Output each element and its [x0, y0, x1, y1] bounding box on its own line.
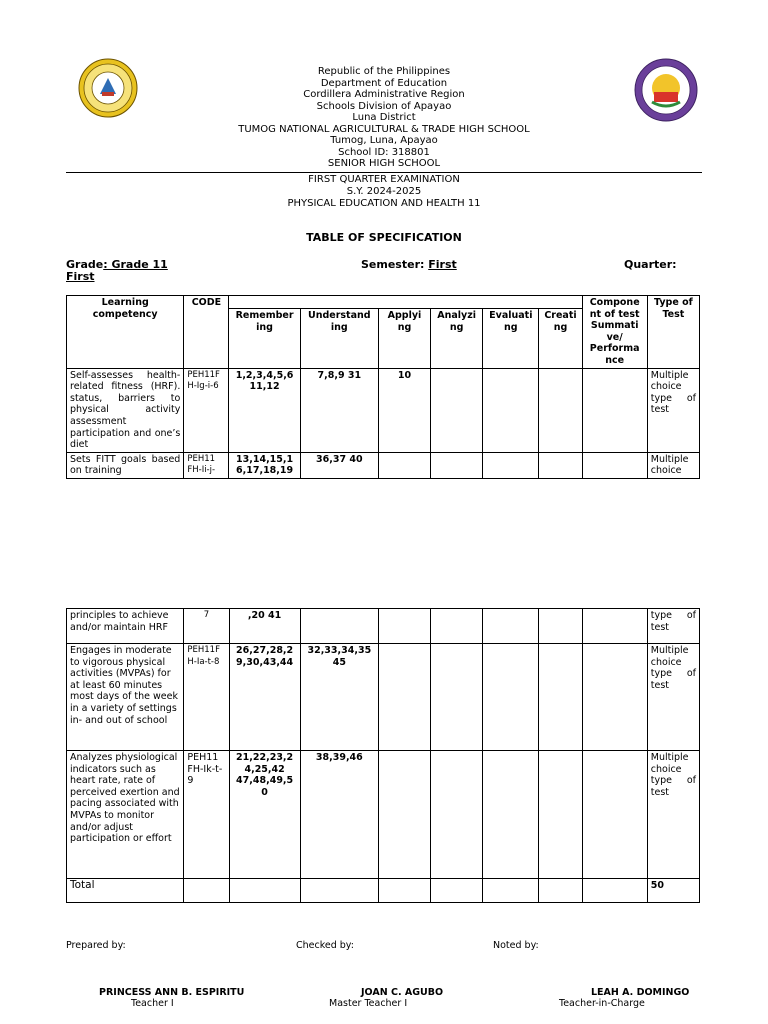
prepared-by-label: Prepared by: [66, 940, 126, 951]
header-creating: Creati ng [539, 309, 582, 368]
header-school-year: S.Y. 2024-2025 [346, 185, 422, 197]
header-department: Department of Education [320, 77, 448, 89]
cell-evaluating [483, 751, 539, 879]
semester-line [361, 258, 457, 271]
cell-evaluating [483, 452, 539, 478]
total-creating [539, 879, 582, 903]
header-region: Cordillera Administrative Region [303, 89, 465, 100]
cell-code: PEH11F H-Ia-t-8 [184, 644, 229, 751]
noted-by-name: LEAH A. DOMINGO [591, 987, 690, 998]
header-district: Luna District [352, 112, 416, 123]
cell-analyzing [431, 644, 483, 751]
cell-code: 7 [184, 609, 229, 644]
cell-creating [539, 368, 582, 452]
cell-analyzing [431, 751, 483, 879]
cell-analyzing [431, 452, 483, 478]
cell-component [582, 368, 647, 452]
cell-creating [539, 609, 582, 644]
header-analyzing: Analyzi ng [431, 309, 483, 368]
total-value: 50 [647, 879, 699, 903]
header-remembering: Remember ing [229, 309, 300, 368]
total-code [184, 879, 229, 903]
total-remembering [229, 879, 300, 903]
header-understanding: Understand ing [300, 309, 378, 368]
header-school-name: TUMOG NATIONAL AGRICULTURAL & TRADE HIGH SCHOOL [238, 123, 530, 135]
cell-evaluating [483, 609, 539, 644]
cell-applying [378, 452, 430, 478]
cell-type: Multiple choice type of test [647, 751, 699, 879]
noted-by-label: Noted by: [493, 940, 539, 951]
cell-evaluating [483, 644, 539, 751]
cell-remembering: 13,14,15,1 6,17,18,19 [229, 452, 300, 478]
cell-remembering: 21,22,23,2 4,25,42 47,48,49,5 0 [229, 751, 300, 879]
cell-type: Multiple choice [647, 452, 699, 478]
prepared-by-title: Teacher I [131, 998, 174, 1009]
header-level: SENIOR HIGH SCHOOL [327, 158, 441, 169]
header-divider [66, 172, 702, 173]
total-component [582, 879, 647, 903]
cell-code: PEH11 FH-Ik-t-9 [184, 751, 229, 879]
cell-competency: principles to achieve and/or maintain HRF [67, 609, 184, 644]
cell-type: Multiple choice type of test [647, 644, 699, 751]
cell-analyzing [431, 368, 483, 452]
header-exam: FIRST QUARTER EXAMINATION [308, 174, 460, 185]
table-row [67, 452, 700, 478]
header-type: Type of Test [647, 296, 699, 369]
document-title: TABLE OF SPECIFICATION [306, 231, 462, 244]
cell-component [582, 751, 647, 879]
header-applying: Applyi ng [378, 309, 430, 368]
specification-table-bottom [66, 608, 700, 903]
cell-understanding: 36,37 40 [300, 452, 378, 478]
cell-code: PEH11F H-Ig-i-6 [184, 368, 229, 452]
cell-understanding: 32,33,34,35 45 [300, 644, 378, 751]
cell-remembering: 26,27,28,2 9,30,43,44 [229, 644, 300, 751]
header-component: Compone nt of test Summati ve/ Performa nce [582, 296, 647, 369]
cell-remembering: ,20 41 [229, 609, 300, 644]
prepared-by-name: PRINCESS ANN B. ESPIRITU [99, 987, 245, 998]
cell-understanding [300, 609, 378, 644]
semester-value: First [428, 258, 457, 271]
header-competency: Learning competency [67, 296, 184, 369]
checked-by-name: JOAN C. AGUBO [361, 987, 444, 998]
checked-by-title: Master Teacher I [329, 998, 408, 1009]
cell-applying: 10 [378, 368, 430, 452]
quarter-label: Quarter: [624, 258, 677, 271]
cell-competency: Sets FITT goals based on training [67, 452, 184, 478]
header-division: Schools Division of Apayao [316, 100, 452, 112]
cell-applying [378, 609, 430, 644]
cell-understanding: 7,8,9 31 [300, 368, 378, 452]
total-understanding [300, 879, 378, 903]
cell-type: Multiple choice type of test [647, 368, 699, 452]
cell-code: PEH11 FH-Ii-j- [184, 452, 229, 478]
header-subject: PHYSICAL EDUCATION AND HEALTH 11 [287, 198, 481, 209]
noted-by-title: Teacher-in-Charge [559, 998, 645, 1009]
total-evaluating [483, 879, 539, 903]
table-total-row [67, 879, 700, 903]
header-code: CODE [184, 296, 229, 369]
header-school-id: School ID: 318801 [338, 146, 430, 158]
cell-analyzing [431, 609, 483, 644]
header-republic: Republic of the Philippines [317, 66, 451, 77]
cell-creating [539, 452, 582, 478]
cell-component [582, 609, 647, 644]
cell-remembering: 1,2,3,4,5,6 11,12 [229, 368, 300, 452]
specification-table-top [66, 295, 700, 479]
total-label: Total [67, 879, 184, 903]
cell-applying [378, 644, 430, 751]
table-header-row-1 [67, 296, 700, 309]
header-evaluating: Evaluati ng [483, 309, 539, 368]
cell-applying [378, 751, 430, 879]
header-address: Tumog, Luna, Apayao [330, 135, 438, 146]
semester-label: Semester: [361, 258, 429, 271]
cell-understanding: 38,39,46 [300, 751, 378, 879]
table-row [67, 609, 700, 644]
cell-type: type of test [647, 609, 699, 644]
quarter-value: First [66, 270, 95, 283]
table-row [67, 751, 700, 879]
checked-by-label: Checked by: [296, 940, 354, 951]
cell-competency: Analyzes physiological indicators such as heart rate, rate of perceived exertion and pacing associated with MVPAs to monitor and/or adjust participation or effort [67, 751, 184, 879]
grade-label: Grade [66, 258, 104, 271]
total-applying [378, 879, 430, 903]
cell-creating [539, 751, 582, 879]
table-row [67, 644, 700, 751]
total-analyzing [431, 879, 483, 903]
cell-creating [539, 644, 582, 751]
table-row [67, 368, 700, 452]
grade-value: : Grade 11 [103, 258, 168, 271]
cell-competency: Engages in moderate to vigorous physical activities (MVPAs) for at least 60 minutes most days of the week in a variety of settings in- and out of school [67, 644, 184, 751]
cell-component [582, 452, 647, 478]
header-cognitive-group [229, 296, 582, 309]
cell-evaluating [483, 368, 539, 452]
cell-component [582, 644, 647, 751]
cell-competency: Self-assesses health-related fitness (HRF). status, barriers to physical activity assessment participation and one’s diet [67, 368, 184, 452]
